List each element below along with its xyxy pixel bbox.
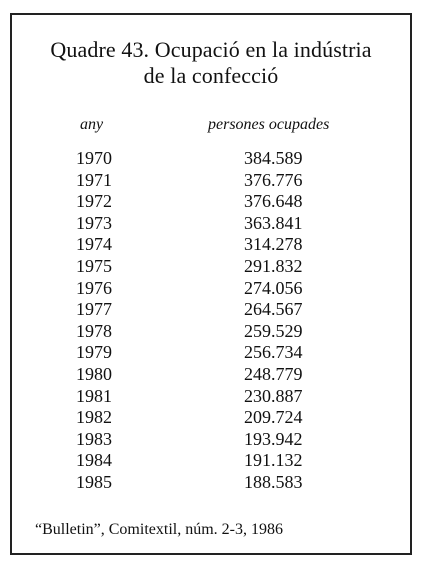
table-frame (10, 13, 412, 555)
value-cell: 363.841 (244, 212, 303, 233)
table-row (12, 299, 410, 321)
value-cell: 384.589 (244, 148, 303, 168)
year-cell: 1972 (76, 191, 112, 212)
value-cell: 314.278 (244, 234, 303, 255)
source-citation: “Bulletin”, Comitextil, núm. 2-3, 1986 (35, 521, 283, 538)
year-cell: 1984 (76, 450, 112, 471)
year-cell: 1979 (76, 342, 112, 363)
value-cell: 191.132 (244, 450, 303, 471)
value-cell: 209.724 (244, 407, 303, 428)
table-row (12, 364, 410, 386)
value-cell: 248.779 (244, 363, 303, 384)
table-row (12, 450, 410, 472)
table-row (12, 191, 410, 213)
value-cell: 376.648 (244, 191, 303, 212)
value-cell: 188.583 (244, 471, 303, 492)
column-header-year: any (80, 116, 104, 133)
value-cell: 193.942 (244, 428, 303, 449)
year-cell: 1975 (76, 255, 112, 276)
year-cell: 1978 (76, 320, 112, 341)
value-cell: 376.776 (244, 169, 303, 190)
year-cell: 1985 (76, 471, 112, 492)
year-cell: 1981 (76, 385, 112, 406)
year-cell: 1976 (76, 277, 112, 298)
table-row (12, 342, 410, 364)
table-body (12, 148, 410, 494)
table-row (12, 407, 410, 429)
table-row (12, 321, 410, 343)
table-row (12, 213, 410, 235)
value-cell: 259.529 (244, 320, 303, 341)
value-cell: 291.832 (244, 255, 303, 276)
year-cell: 1974 (76, 234, 112, 255)
value-cell: 274.056 (244, 277, 303, 298)
table-row (12, 429, 410, 451)
year-cell: 1973 (76, 212, 112, 233)
table-row (12, 148, 410, 170)
year-cell: 1983 (76, 428, 112, 449)
column-header-persons: persones ocupades (208, 116, 330, 133)
table-row (12, 256, 410, 278)
year-cell: 1970 (76, 148, 112, 168)
table-row (12, 234, 410, 256)
year-cell: 1977 (76, 299, 112, 320)
year-cell: 1982 (76, 407, 112, 428)
table-title: Quadre 43. Ocupació en la indústria (50, 37, 372, 62)
value-cell: 264.567 (244, 299, 303, 320)
year-cell: 1980 (76, 363, 112, 384)
value-cell: 256.734 (244, 342, 303, 363)
table-row (12, 472, 410, 494)
table-row (12, 278, 410, 300)
table-row (12, 386, 410, 408)
table-title-continued: de la confecció (143, 63, 279, 88)
year-cell: 1971 (76, 169, 112, 190)
value-cell: 230.887 (244, 385, 303, 406)
table-row (12, 170, 410, 192)
